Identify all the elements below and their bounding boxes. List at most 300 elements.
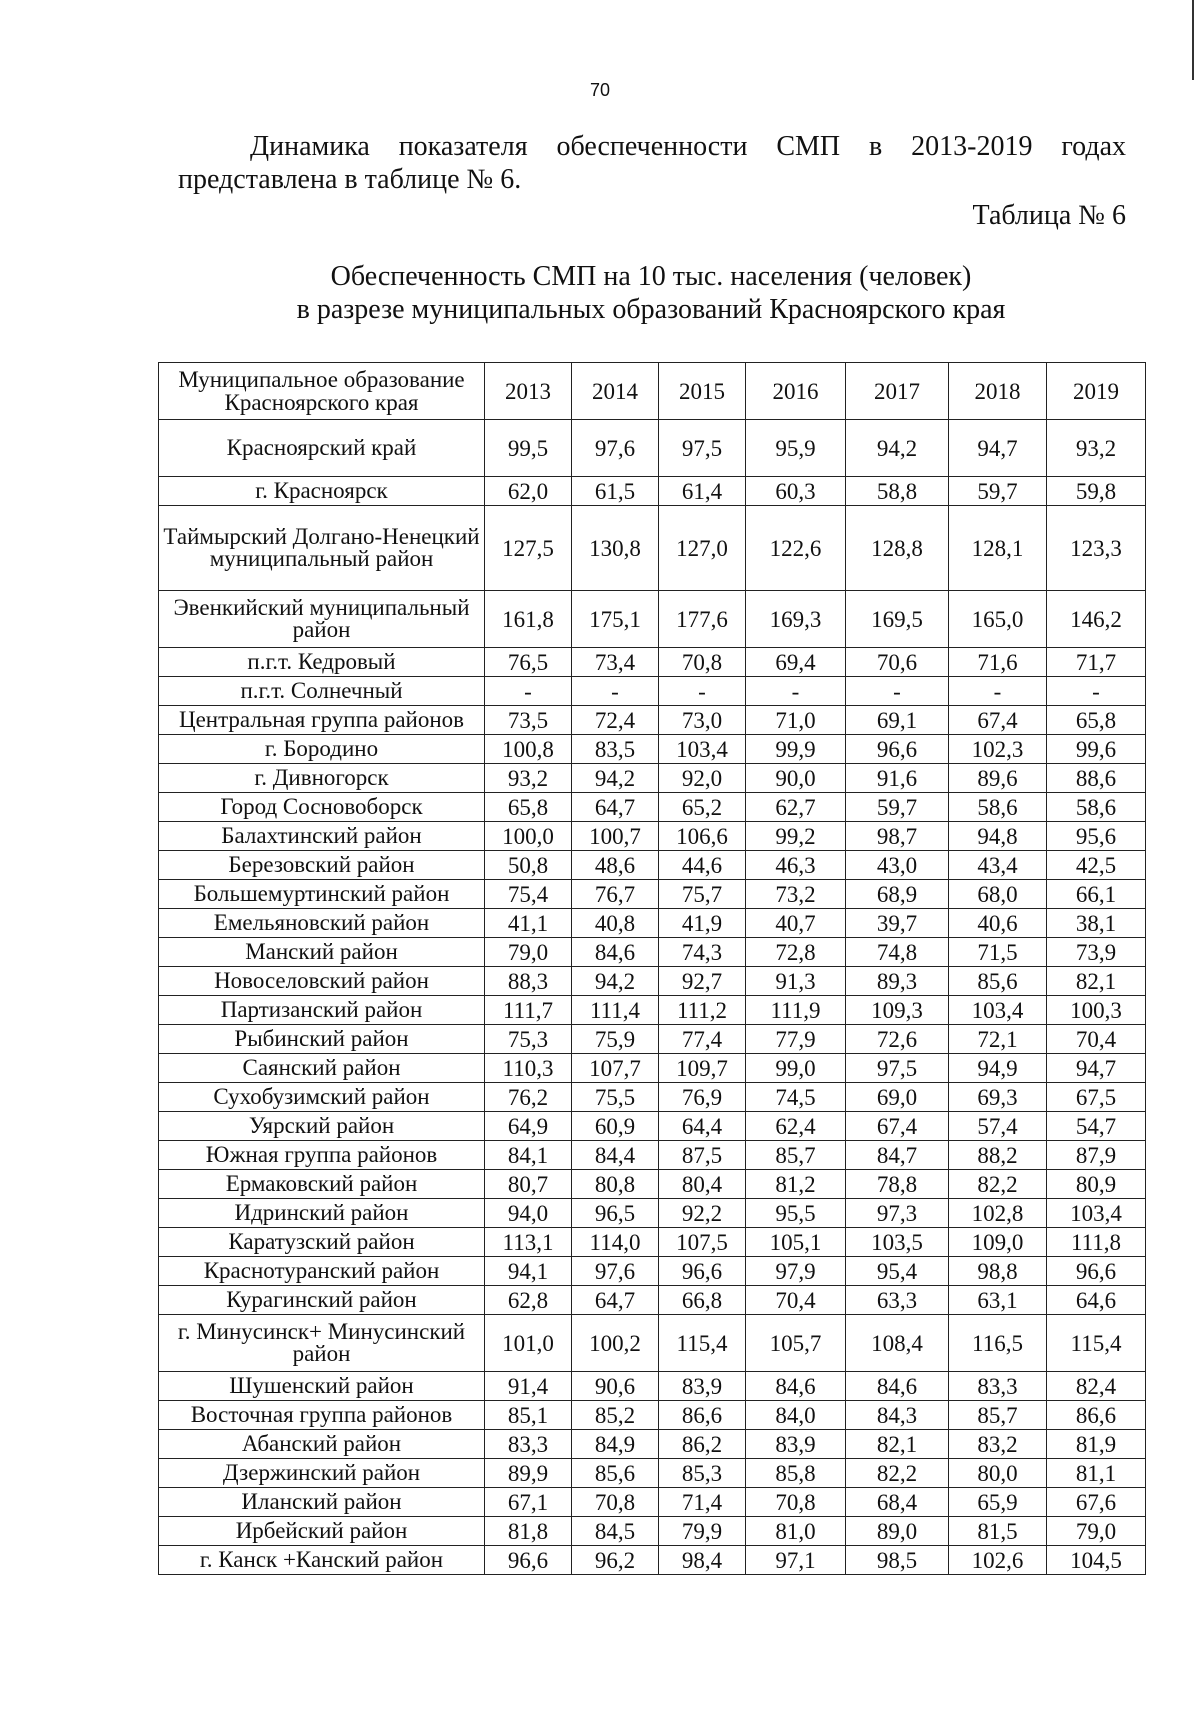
municipality-name-cell: Балахтинский район xyxy=(159,822,485,851)
value-cell: 91,3 xyxy=(746,967,846,996)
value-cell: 87,5 xyxy=(659,1141,746,1170)
value-cell: 86,6 xyxy=(1047,1401,1146,1430)
table-row xyxy=(159,822,1146,851)
value-cell: 79,9 xyxy=(659,1517,746,1546)
table-header-row xyxy=(159,363,1146,420)
value-cell: 68,0 xyxy=(949,880,1047,909)
table-row xyxy=(159,1459,1146,1488)
value-cell: 88,2 xyxy=(949,1141,1047,1170)
table-row xyxy=(159,1228,1146,1257)
value-cell: 79,0 xyxy=(485,938,572,967)
value-cell: 70,8 xyxy=(659,648,746,677)
value-cell: 107,7 xyxy=(572,1054,659,1083)
caption-line-2: в разрезе муниципальных образований Красноярского края xyxy=(296,294,1006,325)
value-cell: 81,9 xyxy=(1047,1430,1146,1459)
municipality-name-cell: Красноярский край xyxy=(159,420,485,477)
table-row xyxy=(159,938,1146,967)
value-cell: 94,7 xyxy=(1047,1054,1146,1083)
value-cell: 96,6 xyxy=(846,735,949,764)
value-cell: 169,3 xyxy=(746,591,846,648)
value-cell: 98,8 xyxy=(949,1257,1047,1286)
value-cell: 98,5 xyxy=(846,1546,949,1575)
value-cell: 99,2 xyxy=(746,822,846,851)
caption-line-1: Обеспеченность СМП на 10 тыс. населения (человек) xyxy=(330,261,972,292)
table-row xyxy=(159,420,1146,477)
value-cell: 100,3 xyxy=(1047,996,1146,1025)
value-cell: 70,8 xyxy=(746,1488,846,1517)
value-cell: 80,4 xyxy=(659,1170,746,1199)
value-cell: 103,4 xyxy=(659,735,746,764)
table-row xyxy=(159,735,1146,764)
header-year: 2014 xyxy=(572,363,659,420)
value-cell: 103,5 xyxy=(846,1228,949,1257)
value-cell: 109,7 xyxy=(659,1054,746,1083)
header-year: 2017 xyxy=(846,363,949,420)
value-cell: - xyxy=(949,677,1047,706)
value-cell: 89,0 xyxy=(846,1517,949,1546)
table-row xyxy=(159,648,1146,677)
value-cell: 97,6 xyxy=(572,1257,659,1286)
value-cell: - xyxy=(746,677,846,706)
value-cell: 83,9 xyxy=(746,1430,846,1459)
value-cell: 42,5 xyxy=(1047,851,1146,880)
value-cell: 84,6 xyxy=(746,1372,846,1401)
table-row xyxy=(159,967,1146,996)
table-row xyxy=(159,1170,1146,1199)
table-row xyxy=(159,1199,1146,1228)
table-row xyxy=(159,1286,1146,1315)
value-cell: 102,8 xyxy=(949,1199,1047,1228)
value-cell: 73,5 xyxy=(485,706,572,735)
value-cell: 67,6 xyxy=(1047,1488,1146,1517)
value-cell: - xyxy=(1047,677,1146,706)
value-cell: 62,8 xyxy=(485,1286,572,1315)
value-cell: 67,4 xyxy=(949,706,1047,735)
table-label: Таблица № 6 xyxy=(972,200,1126,231)
value-cell: 59,7 xyxy=(949,477,1047,506)
table-row xyxy=(159,591,1146,648)
table-row xyxy=(159,1315,1146,1372)
value-cell: 122,6 xyxy=(746,506,846,591)
value-cell: 39,7 xyxy=(846,909,949,938)
table-body xyxy=(159,420,1146,1575)
value-cell: 161,8 xyxy=(485,591,572,648)
value-cell: 40,7 xyxy=(746,909,846,938)
value-cell: 64,7 xyxy=(572,1286,659,1315)
value-cell: 101,0 xyxy=(485,1315,572,1372)
value-cell: 89,3 xyxy=(846,967,949,996)
value-cell: 81,8 xyxy=(485,1517,572,1546)
header-year: 2019 xyxy=(1047,363,1146,420)
value-cell: 105,1 xyxy=(746,1228,846,1257)
value-cell: 67,4 xyxy=(846,1112,949,1141)
value-cell: 109,3 xyxy=(846,996,949,1025)
value-cell: 123,3 xyxy=(1047,506,1146,591)
municipality-name-cell: Ермаковский район xyxy=(159,1170,485,1199)
value-cell: 61,5 xyxy=(572,477,659,506)
value-cell: 110,3 xyxy=(485,1054,572,1083)
table-row xyxy=(159,1025,1146,1054)
value-cell: 95,6 xyxy=(1047,822,1146,851)
value-cell: 77,4 xyxy=(659,1025,746,1054)
value-cell: 74,8 xyxy=(846,938,949,967)
value-cell: 60,3 xyxy=(746,477,846,506)
value-cell: 70,4 xyxy=(746,1286,846,1315)
value-cell: 97,1 xyxy=(746,1546,846,1575)
value-cell: 89,6 xyxy=(949,764,1047,793)
value-cell: 83,3 xyxy=(949,1372,1047,1401)
value-cell: - xyxy=(572,677,659,706)
municipality-name-cell: Шушенский район xyxy=(159,1372,485,1401)
value-cell: 65,2 xyxy=(659,793,746,822)
value-cell: 78,8 xyxy=(846,1170,949,1199)
value-cell: 81,1 xyxy=(1047,1459,1146,1488)
value-cell: 66,1 xyxy=(1047,880,1146,909)
value-cell: 99,5 xyxy=(485,420,572,477)
header-municipality: Муниципальное образование Красноярского края xyxy=(159,363,485,420)
value-cell: 115,4 xyxy=(1047,1315,1146,1372)
value-cell: 48,6 xyxy=(572,851,659,880)
header-year: 2018 xyxy=(949,363,1047,420)
value-cell: 75,9 xyxy=(572,1025,659,1054)
value-cell: 169,5 xyxy=(846,591,949,648)
value-cell: 69,3 xyxy=(949,1083,1047,1112)
value-cell: 95,4 xyxy=(846,1257,949,1286)
value-cell: 128,8 xyxy=(846,506,949,591)
value-cell: 85,1 xyxy=(485,1401,572,1430)
value-cell: 67,1 xyxy=(485,1488,572,1517)
value-cell: 97,3 xyxy=(846,1199,949,1228)
value-cell: 68,4 xyxy=(846,1488,949,1517)
value-cell: 93,2 xyxy=(485,764,572,793)
value-cell: 128,1 xyxy=(949,506,1047,591)
municipality-name-cell: г. Дивногорск xyxy=(159,764,485,793)
value-cell: 84,7 xyxy=(846,1141,949,1170)
value-cell: 70,8 xyxy=(572,1488,659,1517)
value-cell: 116,5 xyxy=(949,1315,1047,1372)
municipality-name-cell: г. Минусинск+ Минусинский район xyxy=(159,1315,485,1372)
municipality-name-cell: Южная группа районов xyxy=(159,1141,485,1170)
municipality-name-cell: Березовский район xyxy=(159,851,485,880)
value-cell: 61,4 xyxy=(659,477,746,506)
value-cell: 58,6 xyxy=(1047,793,1146,822)
municipality-name-cell: Курагинский район xyxy=(159,1286,485,1315)
table-row xyxy=(159,506,1146,591)
value-cell: 75,7 xyxy=(659,880,746,909)
value-cell: 105,7 xyxy=(746,1315,846,1372)
table-row xyxy=(159,1546,1146,1575)
value-cell: 83,3 xyxy=(485,1430,572,1459)
value-cell: 96,6 xyxy=(485,1546,572,1575)
value-cell: 80,7 xyxy=(485,1170,572,1199)
value-cell: 84,9 xyxy=(572,1430,659,1459)
value-cell: 111,9 xyxy=(746,996,846,1025)
value-cell: 71,4 xyxy=(659,1488,746,1517)
value-cell: 80,0 xyxy=(949,1459,1047,1488)
value-cell: 90,6 xyxy=(572,1372,659,1401)
value-cell: 175,1 xyxy=(572,591,659,648)
value-cell: 100,8 xyxy=(485,735,572,764)
value-cell: 89,9 xyxy=(485,1459,572,1488)
value-cell: 54,7 xyxy=(1047,1112,1146,1141)
value-cell: 94,7 xyxy=(949,420,1047,477)
value-cell: 85,7 xyxy=(746,1141,846,1170)
value-cell: 127,0 xyxy=(659,506,746,591)
value-cell: 98,4 xyxy=(659,1546,746,1575)
value-cell: 80,9 xyxy=(1047,1170,1146,1199)
table-row xyxy=(159,1054,1146,1083)
value-cell: 40,6 xyxy=(949,909,1047,938)
municipality-name-cell: Манский район xyxy=(159,938,485,967)
value-cell: 84,5 xyxy=(572,1517,659,1546)
municipality-name-cell: Каратузский район xyxy=(159,1228,485,1257)
data-table xyxy=(158,362,1146,1575)
value-cell: 80,8 xyxy=(572,1170,659,1199)
value-cell: 95,5 xyxy=(746,1199,846,1228)
value-cell: 97,6 xyxy=(572,420,659,477)
table-row xyxy=(159,909,1146,938)
table-row xyxy=(159,880,1146,909)
table-row xyxy=(159,477,1146,506)
value-cell: 90,0 xyxy=(746,764,846,793)
value-cell: 82,2 xyxy=(949,1170,1047,1199)
value-cell: 72,8 xyxy=(746,938,846,967)
value-cell: 83,5 xyxy=(572,735,659,764)
value-cell: 165,0 xyxy=(949,591,1047,648)
value-cell: 81,0 xyxy=(746,1517,846,1546)
value-cell: 85,2 xyxy=(572,1401,659,1430)
value-cell: 84,6 xyxy=(572,938,659,967)
table-row xyxy=(159,996,1146,1025)
value-cell: 107,5 xyxy=(659,1228,746,1257)
value-cell: 58,6 xyxy=(949,793,1047,822)
value-cell: 84,1 xyxy=(485,1141,572,1170)
value-cell: 84,4 xyxy=(572,1141,659,1170)
value-cell: 82,4 xyxy=(1047,1372,1146,1401)
value-cell: 99,9 xyxy=(746,735,846,764)
value-cell: 75,4 xyxy=(485,880,572,909)
value-cell: 111,8 xyxy=(1047,1228,1146,1257)
table-row xyxy=(159,1488,1146,1517)
value-cell: 74,5 xyxy=(746,1083,846,1112)
value-cell: 64,7 xyxy=(572,793,659,822)
value-cell: 91,4 xyxy=(485,1372,572,1401)
municipality-name-cell: Большемуртинский район xyxy=(159,880,485,909)
value-cell: 103,4 xyxy=(949,996,1047,1025)
value-cell: 102,6 xyxy=(949,1546,1047,1575)
scan-edge-mark xyxy=(1192,0,1194,80)
value-cell: 94,0 xyxy=(485,1199,572,1228)
table-row xyxy=(159,706,1146,735)
value-cell: 82,1 xyxy=(1047,967,1146,996)
value-cell: 85,8 xyxy=(746,1459,846,1488)
value-cell: 99,6 xyxy=(1047,735,1146,764)
table-row xyxy=(159,764,1146,793)
municipality-name-cell: Краснотуранский район xyxy=(159,1257,485,1286)
value-cell: 71,0 xyxy=(746,706,846,735)
municipality-name-cell: Рыбинский район xyxy=(159,1025,485,1054)
header-year: 2016 xyxy=(746,363,846,420)
value-cell: 92,7 xyxy=(659,967,746,996)
municipality-name-cell: п.г.т. Кедровый xyxy=(159,648,485,677)
value-cell: 114,0 xyxy=(572,1228,659,1257)
value-cell: 65,8 xyxy=(485,793,572,822)
value-cell: 79,0 xyxy=(1047,1517,1146,1546)
value-cell: 63,3 xyxy=(846,1286,949,1315)
municipality-name-cell: Таймырский Долгано-Ненецкий муниципальный район xyxy=(159,506,485,591)
value-cell: 103,4 xyxy=(1047,1199,1146,1228)
value-cell: 50,8 xyxy=(485,851,572,880)
table-row xyxy=(159,1112,1146,1141)
value-cell: 177,6 xyxy=(659,591,746,648)
value-cell: 59,8 xyxy=(1047,477,1146,506)
value-cell: 73,2 xyxy=(746,880,846,909)
municipality-name-cell: Ирбейский район xyxy=(159,1517,485,1546)
value-cell: 70,4 xyxy=(1047,1025,1146,1054)
municipality-name-cell: Восточная группа районов xyxy=(159,1401,485,1430)
value-cell: 111,7 xyxy=(485,996,572,1025)
value-cell: 94,2 xyxy=(572,764,659,793)
value-cell: 71,6 xyxy=(949,648,1047,677)
value-cell: 66,8 xyxy=(659,1286,746,1315)
municipality-name-cell: Иланский район xyxy=(159,1488,485,1517)
municipality-name-cell: г. Канск +Канский район xyxy=(159,1546,485,1575)
value-cell: 69,1 xyxy=(846,706,949,735)
value-cell: 111,4 xyxy=(572,996,659,1025)
municipality-name-cell: Уярский район xyxy=(159,1112,485,1141)
value-cell: 76,2 xyxy=(485,1083,572,1112)
value-cell: 64,6 xyxy=(1047,1286,1146,1315)
municipality-name-cell: Дзержинский район xyxy=(159,1459,485,1488)
value-cell: 87,9 xyxy=(1047,1141,1146,1170)
table-row xyxy=(159,1372,1146,1401)
value-cell: 113,1 xyxy=(485,1228,572,1257)
table-row xyxy=(159,1257,1146,1286)
value-cell: 97,5 xyxy=(846,1054,949,1083)
value-cell: 109,0 xyxy=(949,1228,1047,1257)
value-cell: 82,2 xyxy=(846,1459,949,1488)
value-cell: 60,9 xyxy=(572,1112,659,1141)
value-cell: 108,4 xyxy=(846,1315,949,1372)
value-cell: 97,9 xyxy=(746,1257,846,1286)
value-cell: 94,1 xyxy=(485,1257,572,1286)
value-cell: 62,0 xyxy=(485,477,572,506)
value-cell: 83,2 xyxy=(949,1430,1047,1459)
value-cell: 81,2 xyxy=(746,1170,846,1199)
value-cell: 86,2 xyxy=(659,1430,746,1459)
value-cell: 69,4 xyxy=(746,648,846,677)
value-cell: 127,5 xyxy=(485,506,572,591)
value-cell: 100,0 xyxy=(485,822,572,851)
municipality-name-cell: Новоселовский район xyxy=(159,967,485,996)
header-year: 2013 xyxy=(485,363,572,420)
table-caption xyxy=(158,260,1144,326)
value-cell: 95,9 xyxy=(746,420,846,477)
value-cell: 73,0 xyxy=(659,706,746,735)
value-cell: 65,8 xyxy=(1047,706,1146,735)
value-cell: 100,7 xyxy=(572,822,659,851)
value-cell: 94,2 xyxy=(846,420,949,477)
municipality-name-cell: Город Сосновоборск xyxy=(159,793,485,822)
value-cell: 86,6 xyxy=(659,1401,746,1430)
value-cell: 57,4 xyxy=(949,1112,1047,1141)
value-cell: 72,4 xyxy=(572,706,659,735)
value-cell: 76,7 xyxy=(572,880,659,909)
municipality-name-cell: Сухобузимский район xyxy=(159,1083,485,1112)
municipality-name-cell: Абанский район xyxy=(159,1430,485,1459)
value-cell: 84,6 xyxy=(846,1372,949,1401)
municipality-name-cell: Центральная группа районов xyxy=(159,706,485,735)
value-cell: 76,9 xyxy=(659,1083,746,1112)
value-cell: 106,6 xyxy=(659,822,746,851)
value-cell: 70,6 xyxy=(846,648,949,677)
value-cell: 97,5 xyxy=(659,420,746,477)
table-row xyxy=(159,1517,1146,1546)
value-cell: 64,4 xyxy=(659,1112,746,1141)
value-cell: 88,3 xyxy=(485,967,572,996)
value-cell: 46,3 xyxy=(746,851,846,880)
municipality-name-cell: г. Красноярск xyxy=(159,477,485,506)
value-cell: 91,6 xyxy=(846,764,949,793)
value-cell: 96,5 xyxy=(572,1199,659,1228)
value-cell: 72,1 xyxy=(949,1025,1047,1054)
value-cell: 104,5 xyxy=(1047,1546,1146,1575)
table-row xyxy=(159,1083,1146,1112)
value-cell: 76,5 xyxy=(485,648,572,677)
value-cell: 62,4 xyxy=(746,1112,846,1141)
value-cell: 65,9 xyxy=(949,1488,1047,1517)
value-cell: 96,6 xyxy=(1047,1257,1146,1286)
header-year: 2015 xyxy=(659,363,746,420)
value-cell: 94,2 xyxy=(572,967,659,996)
value-cell: 69,0 xyxy=(846,1083,949,1112)
value-cell: 64,9 xyxy=(485,1112,572,1141)
value-cell: 38,1 xyxy=(1047,909,1146,938)
value-cell: 98,7 xyxy=(846,822,949,851)
value-cell: 41,1 xyxy=(485,909,572,938)
value-cell: 84,0 xyxy=(746,1401,846,1430)
municipality-name-cell: Партизанский район xyxy=(159,996,485,1025)
value-cell: 71,7 xyxy=(1047,648,1146,677)
table-row xyxy=(159,677,1146,706)
value-cell: 92,2 xyxy=(659,1199,746,1228)
value-cell: 68,9 xyxy=(846,880,949,909)
table-row xyxy=(159,1430,1146,1459)
value-cell: 84,3 xyxy=(846,1401,949,1430)
value-cell: 43,4 xyxy=(949,851,1047,880)
value-cell: 41,9 xyxy=(659,909,746,938)
value-cell: 59,7 xyxy=(846,793,949,822)
value-cell: 75,5 xyxy=(572,1083,659,1112)
value-cell: 94,8 xyxy=(949,822,1047,851)
value-cell: 83,9 xyxy=(659,1372,746,1401)
value-cell: 73,4 xyxy=(572,648,659,677)
municipality-name-cell: п.г.т. Солнечный xyxy=(159,677,485,706)
value-cell: - xyxy=(659,677,746,706)
municipality-name-cell: Эвенкийский муниципальный район xyxy=(159,591,485,648)
value-cell: 100,2 xyxy=(572,1315,659,1372)
value-cell: 82,1 xyxy=(846,1430,949,1459)
value-cell: 40,8 xyxy=(572,909,659,938)
value-cell: 94,9 xyxy=(949,1054,1047,1083)
value-cell: 71,5 xyxy=(949,938,1047,967)
value-cell: 72,6 xyxy=(846,1025,949,1054)
value-cell: 88,6 xyxy=(1047,764,1146,793)
value-cell: 73,9 xyxy=(1047,938,1146,967)
value-cell: 85,6 xyxy=(949,967,1047,996)
value-cell: 75,3 xyxy=(485,1025,572,1054)
value-cell: - xyxy=(846,677,949,706)
